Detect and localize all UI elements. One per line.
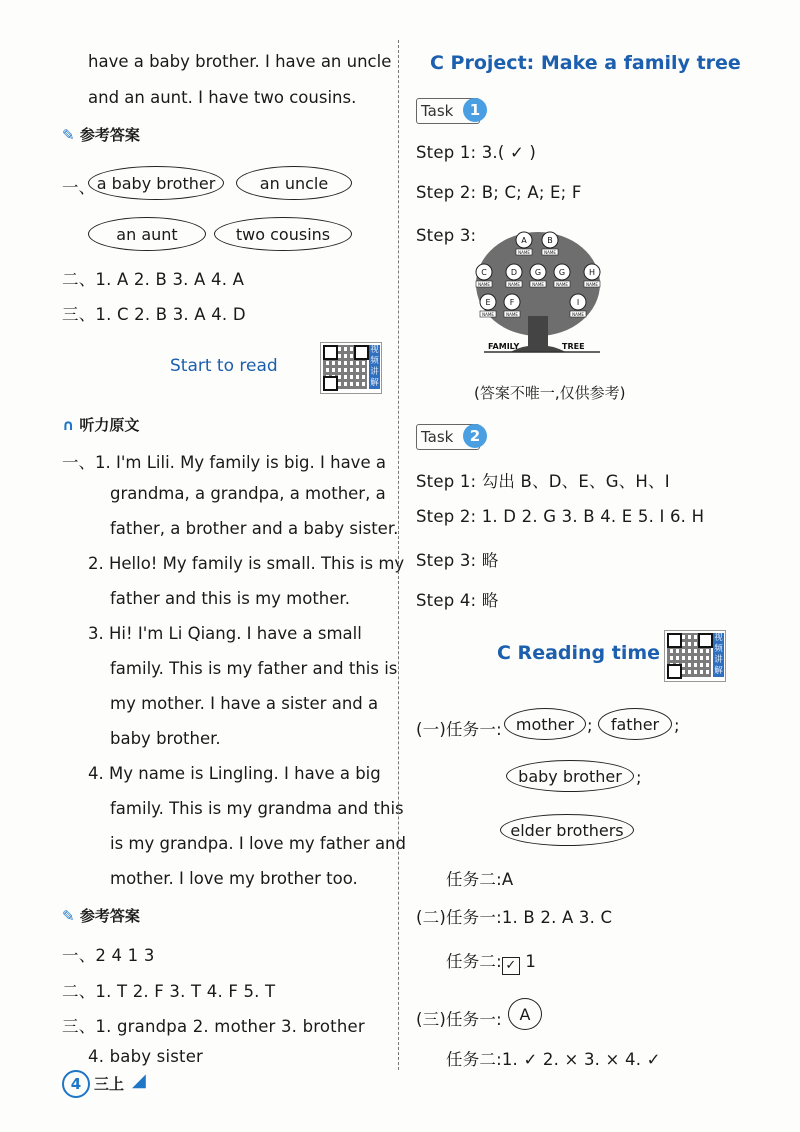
- tree-name-tag: NAME: [478, 282, 490, 287]
- page-number: 4: [62, 1070, 90, 1098]
- answer-line: 三、1. grandpa 2. mother 3. brother: [62, 1017, 365, 1036]
- listen-line: father and this is my mother.: [110, 589, 350, 608]
- listen-line: my mother. I have a sister and a: [110, 694, 379, 713]
- answer-oval: an uncle: [236, 166, 352, 200]
- tree-letter: G: [558, 268, 566, 277]
- qr-label: 视频讲解: [370, 345, 379, 388]
- separator: ;: [674, 716, 680, 735]
- tree-letter: H: [588, 268, 596, 277]
- tree-name-tag: NAME: [506, 312, 518, 317]
- tree-letter: A: [521, 236, 527, 245]
- intro-line-2: and an aunt. I have two cousins.: [88, 88, 357, 107]
- listen-line: 4. My name is Lingling. I have a big: [88, 764, 381, 783]
- task-number: 2: [463, 424, 487, 448]
- tree-tree-label: TREE: [562, 342, 585, 351]
- family-tree-illustration: [470, 226, 610, 364]
- tree-letter: F: [509, 298, 515, 307]
- answer-line: 4. baby sister: [88, 1047, 204, 1066]
- listening-header: ∩ 听力原文: [62, 416, 140, 434]
- task2-step-4: Step 4: 略: [416, 591, 499, 610]
- step-3: Step 3:: [416, 226, 477, 245]
- answer-line: 一、2 4 1 3: [62, 946, 155, 965]
- tree-letter: D: [510, 268, 518, 277]
- tree-name-tag: NAME: [518, 250, 530, 255]
- answer-oval: father: [598, 708, 672, 740]
- tree-name-tag: NAME: [482, 312, 494, 317]
- tree-name-tag: NAME: [532, 282, 544, 287]
- project-title: C Project: Make a family tree: [430, 52, 741, 74]
- task2-step-2: Step 2: 1. D 2. G 3. B 4. E 5. I 6. H: [416, 507, 705, 526]
- answer-oval: two cousins: [214, 217, 352, 251]
- answer-header-1: ✎ 参考答案: [62, 126, 140, 144]
- pencil-icon: ✎: [62, 126, 75, 144]
- tree-letter: E: [485, 298, 491, 307]
- listen-line: father, a brother and a baby sister.: [110, 519, 399, 538]
- qr-code[interactable]: [320, 342, 382, 394]
- tree-name-tag: NAME: [556, 282, 568, 287]
- listen-line: 一、1. I'm Lili. My family is big. I have a: [62, 453, 386, 472]
- intro-line-1: have a baby brother. I have an uncle: [88, 52, 392, 71]
- tree-letter: B: [547, 236, 553, 245]
- tree-note: (答案不唯一,仅供参考): [474, 384, 626, 402]
- answer-line: 二、1. T 2. F 3. T 4. F 5. T: [62, 982, 276, 1001]
- tree-name-tag: NAME: [544, 250, 556, 255]
- grade-label: 三上: [94, 1075, 125, 1093]
- reading-1-prefix: (一)任务一:: [416, 720, 502, 739]
- answer-oval: an aunt: [88, 217, 206, 251]
- answer-oval: a baby brother: [88, 166, 224, 200]
- listen-line: family. This is my grandma and this: [110, 799, 404, 818]
- qr-label: 视频讲解: [714, 633, 723, 676]
- start-to-read-title: Start to read: [170, 356, 278, 376]
- reading-2-task2: 任务二: ✓ 1: [446, 952, 537, 973]
- tree-family-label: FAMILY: [488, 342, 520, 351]
- headphones-icon: ∩: [62, 416, 75, 434]
- task2-step-3: Step 3: 略: [416, 551, 499, 570]
- listen-line: 3. Hi! I'm Li Qiang. I have a small: [88, 624, 362, 643]
- qr-code[interactable]: [664, 630, 726, 682]
- reading-time-title: C Reading time: [497, 642, 661, 664]
- listen-line: family. This is my father and this is: [110, 659, 398, 678]
- step-2: Step 2: B; C; A; E; F: [416, 183, 582, 202]
- task-1-badge: Task 1: [416, 98, 480, 124]
- reading-2-task1: (二)任务一:1. B 2. A 3. C: [416, 908, 613, 927]
- answer-circle: A: [508, 998, 542, 1030]
- task-number: 1: [463, 98, 487, 122]
- tree-letter: I: [576, 298, 580, 307]
- bird-icon: ◢: [132, 1070, 146, 1091]
- tree-name-tag: NAME: [572, 312, 584, 317]
- pencil-icon: ✎: [62, 907, 75, 925]
- reading-3-prefix: (三)任务一:: [416, 1010, 502, 1029]
- task2-step-1: Step 1: 勾出 B、D、E、G、H、I: [416, 472, 670, 491]
- answer-line-2: 二、1. A 2. B 3. A 4. A: [62, 270, 245, 289]
- separator: ;: [587, 716, 593, 735]
- separator: ;: [636, 768, 642, 787]
- tree-letter: G: [534, 268, 542, 277]
- step-1: Step 1: 3.( ✓ ): [416, 143, 537, 162]
- task-2-badge: Task 2: [416, 424, 480, 450]
- answer-oval: elder brothers: [500, 814, 634, 846]
- answer-line-3: 三、1. C 2. B 3. A 4. D: [62, 305, 246, 324]
- checkbox-checked: ✓: [502, 957, 520, 975]
- tree-letter: C: [481, 268, 487, 277]
- answer-header-2: ✎ 参考答案: [62, 907, 140, 925]
- reading-3-task2: 任务二:1. ✓ 2. × 3. × 4. ✓: [446, 1050, 661, 1069]
- listen-line: baby brother.: [110, 729, 221, 748]
- tree-name-tag: NAME: [586, 282, 598, 287]
- listen-line: 2. Hello! My family is small. This is my: [88, 554, 405, 573]
- listen-line: is my grandpa. I love my father and: [110, 834, 406, 853]
- column-divider: [398, 40, 399, 1070]
- listen-line: grandma, a grandpa, a mother, a: [110, 484, 386, 503]
- answer-oval: mother: [504, 708, 586, 740]
- answer-oval: baby brother: [506, 760, 634, 792]
- listen-line: mother. I love my brother too.: [110, 869, 358, 888]
- section1-prefix: 一、: [62, 178, 95, 197]
- tree-name-tag: NAME: [508, 282, 520, 287]
- reading-1-task2: 任务二:A: [446, 870, 514, 889]
